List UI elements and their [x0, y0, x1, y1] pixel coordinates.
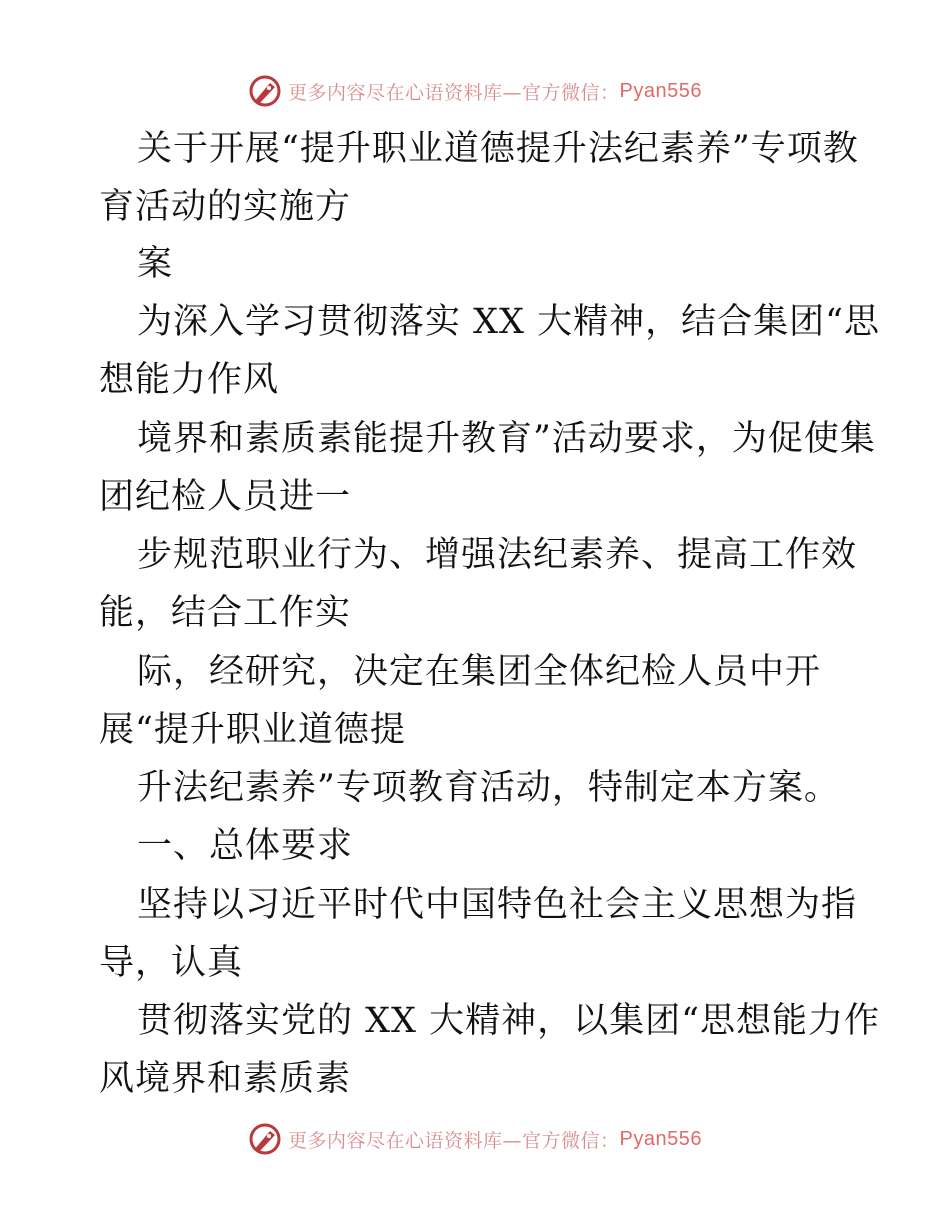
- paragraph-line: 步规范职业行为、增强法纪素养、提高工作效: [137, 535, 858, 575]
- paragraph-line: 导，认真: [99, 943, 244, 983]
- pen-nib-circle-icon: [248, 1122, 282, 1156]
- title-line-2: 育活动的实施方: [99, 187, 352, 227]
- paragraph-line: 际，经研究，决定在集团全体纪检人员中开: [137, 652, 822, 692]
- header-text: 更多内容尽在心语资料库—官方微信：: [288, 81, 620, 104]
- header-wechat-id: Pyan556: [619, 79, 702, 102]
- footer-wechat-id: Pyan556: [619, 1127, 702, 1150]
- paragraph-line: 团纪检人员进一: [99, 477, 352, 517]
- paragraph-line: 境界和素质素能提升教育”活动要求，为促使集: [137, 419, 876, 459]
- paragraph-line: 想能力作风: [99, 360, 280, 400]
- paragraph-line: 贯彻落实党的 XX 大精神，以集团“思想能力作: [137, 1001, 880, 1041]
- paragraph-line: 风境界和素质素: [99, 1059, 352, 1099]
- title-line-1: 关于开展“提升职业道德提升法纪素养”专项教: [137, 129, 859, 169]
- paragraph-line: 升法纪素养”专项教育活动，特制定本方案。: [137, 768, 840, 808]
- footer-text: 更多内容尽在心语资料库—官方微信：: [288, 1129, 620, 1152]
- paragraph-line: 坚持以习近平时代中国特色社会主义思想为指: [137, 885, 858, 925]
- footer-banner: [0, 1119, 950, 1159]
- paragraph-line: 为深入学习贯彻落实 XX 大精神，结合集团“思: [137, 302, 880, 342]
- header-banner: [0, 71, 950, 111]
- title-line-3: 案: [137, 244, 174, 284]
- pen-nib-circle-icon: [248, 74, 282, 108]
- paragraph-line: 能，结合工作实: [99, 593, 352, 633]
- section-heading: 一、总体要求: [137, 826, 354, 866]
- paragraph-line: 展“提升职业道德提: [99, 710, 406, 750]
